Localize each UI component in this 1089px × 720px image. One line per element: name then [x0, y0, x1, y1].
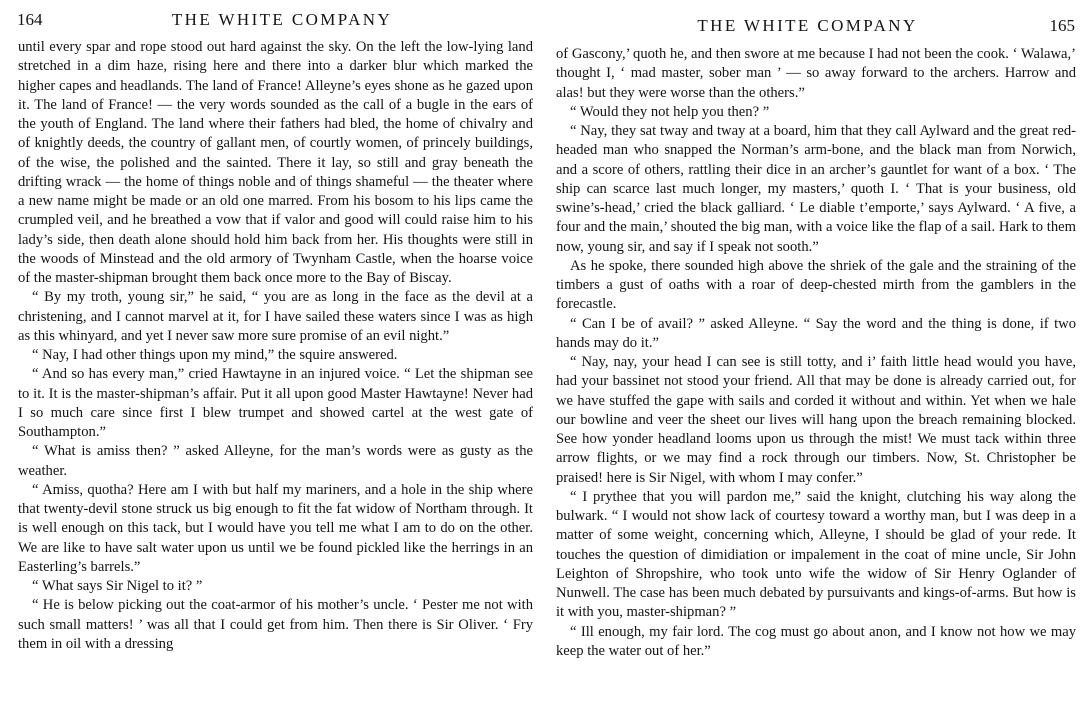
paragraph: “ By my troth, young sir,” he said, “ you are as long in the face as the devil at a christening, and I cannot marvel at it, for I have sailed these waters since I was as high as this whinyard, and yet I never saw more sure promise of an evil night.” [18, 289, 533, 344]
left-page [0, 0, 544, 720]
paragraph: “ Would they not help you then? ” [570, 103, 770, 120]
paragraph: until every spar and rope stood out hard against the sky. On the left the low-lying land stretched in a dim haze, rising here and there into a darker blur which marked the higher capes and headlands. The land of France! Alleyne’s eyes shone as he gazed upon it. The land of France! — the very words sounded as the call of a bugle in the ears of the youth of England. The land where their fathers had bled, the home of chivalry and of knightly deeds, the country of gallant men, of courtly women, of princely buildings, of the wise, the polished and the sainted. There it lay, so still and gray beneath the drifting wrack — the home of things noble and of things shameful — the theater where a new name might be made or an old one marred. From his bosom to his lips came the crumpled veil, and he breathed a vow that if valor and good will could raise him to his lady’s side, then death alone should hold him back from her. His thoughts were still in the woods of Minstead and the old armory of Twynham Castle, when the hoarse voice of the master-shipman brought them back once more to the Bay of Biscay. [18, 39, 533, 286]
paragraph: “ I prythee that you will pardon me,” said the knight, clutching his way along the bulwark. “ I would not show lack of courtesy toward a worthy man, but I was deep in a matter of some weight, concerning which, Alleyne, I should be glad of your rede. It touches the question of dimidiation or impalement in the coat of mine uncle, Sir John Leighton of Shropshire, who took unto wife the widow of Sir Henry Oglander of Nunwell. The case has been much debated by pursuivants and kings-of-arms. But how is it with you, master-shipman? ” [556, 488, 1076, 621]
right-page-body [556, 45, 1076, 661]
right-page-header [544, 14, 1089, 38]
paragraph: “ Nay, I had other things upon my mind,” the squire answered. [32, 347, 398, 363]
paragraph: of Gascony,’ quoth he, and then swore at me because I had not been the cook. ‘ Walawa,’ thought I, ‘ mad master, sober man ’ — so away forward to the archers. Harrow and alas! but they were worse than the others.” [556, 46, 1076, 101]
left-page-header [0, 8, 544, 32]
right-page [544, 0, 1089, 720]
running-head: THE WHITE COMPANY [697, 16, 918, 35]
running-head: THE WHITE COMPANY [171, 10, 393, 29]
paragraph: “ Nay, nay, your head I can see is still totty, and i’ faith little head would you have, had your bassinet not stood your friend. All that may be done is already carried out, for we have stuffed the gape with sails and corded it without and within. Yet when we hale our bowline and veer the sheet our lives will hang upon the breach remaining blocked. See how yonder headland looms upon us through the mist! We must tack within three arrow flights, or we may find a rock through our timbers. Now, St. Christopher be praised! here is Sir Nigel, with whom I may confer.” [556, 354, 1076, 486]
page-number: 165 [1049, 16, 1075, 35]
page-number: 164 [17, 10, 43, 29]
paragraph: “ Ill enough, my fair lord. The cog must go about anon, and I know not how we may keep the water out of her.” [556, 623, 1076, 659]
paragraph: “ What says Sir Nigel to it? ” [32, 578, 203, 594]
paragraph: “ What is amiss then? ” asked Alleyne, for the man’s words were as gusty as the weather. [18, 443, 533, 479]
paragraph: “ Can I be of avail? ” asked Alleyne. “ Say the word and the thing is done, if two hands may do it.” [556, 315, 1076, 351]
paragraph: “ And so has every man,” cried Hawtayne in an injured voice. “ Let the shipman see to it. It is the master-shipman’s affair. Put it all upon good Master Hawtayne! Never had I so much care since first I blew trumpet and showed cartel at the west gate of Southampton.” [18, 366, 533, 440]
paragraph: “ Nay, they sat tway and tway at a board, him that they call Aylward and the great red-headed man who snapped the Norman’s arm-bone, and the black man from Norwich, and a score of others, rattling their dice in an archer’s gauntlet for want of a box. ‘ The ship can scarce last much longer, my masters,’ quoth I. ‘ That is your business, old swine’s-head,’ cried the black galliard. ‘ Le diable t’emporte,’ says Aylward. ‘ A five, a four and the main,’ shouted the big man, with a voice like the flap of a sail. Hark to them now, young sir, and say if I speak not sooth.” [556, 123, 1076, 255]
left-page-body [18, 38, 533, 654]
paragraph: As he spoke, there sounded high above the shriek of the gale and the straining of the timbers a gust of oaths with a roar of deep-chested mirth from the gamblers in the forecastle. [556, 257, 1076, 313]
paragraph: “ Amiss, quotha? Here am I with but half my mariners, and a hole in the ship where that twenty-devil stone struck us big enough to fit the fat widow of Northam through. It is well enough on this tack, but I would have you tell me what I am to do on the other. We are like to have salt water upon us until we be found pickled like the herrings in an Easterling’s barrels.” [18, 481, 533, 575]
paragraph: “ He is below picking out the coat-armor of his mother’s uncle. ‘ Pester me not with such small matters! ’ was all that I could get from him. Then there is Sir Oliver. ‘ Fry them in oil with a dressing [18, 597, 533, 652]
